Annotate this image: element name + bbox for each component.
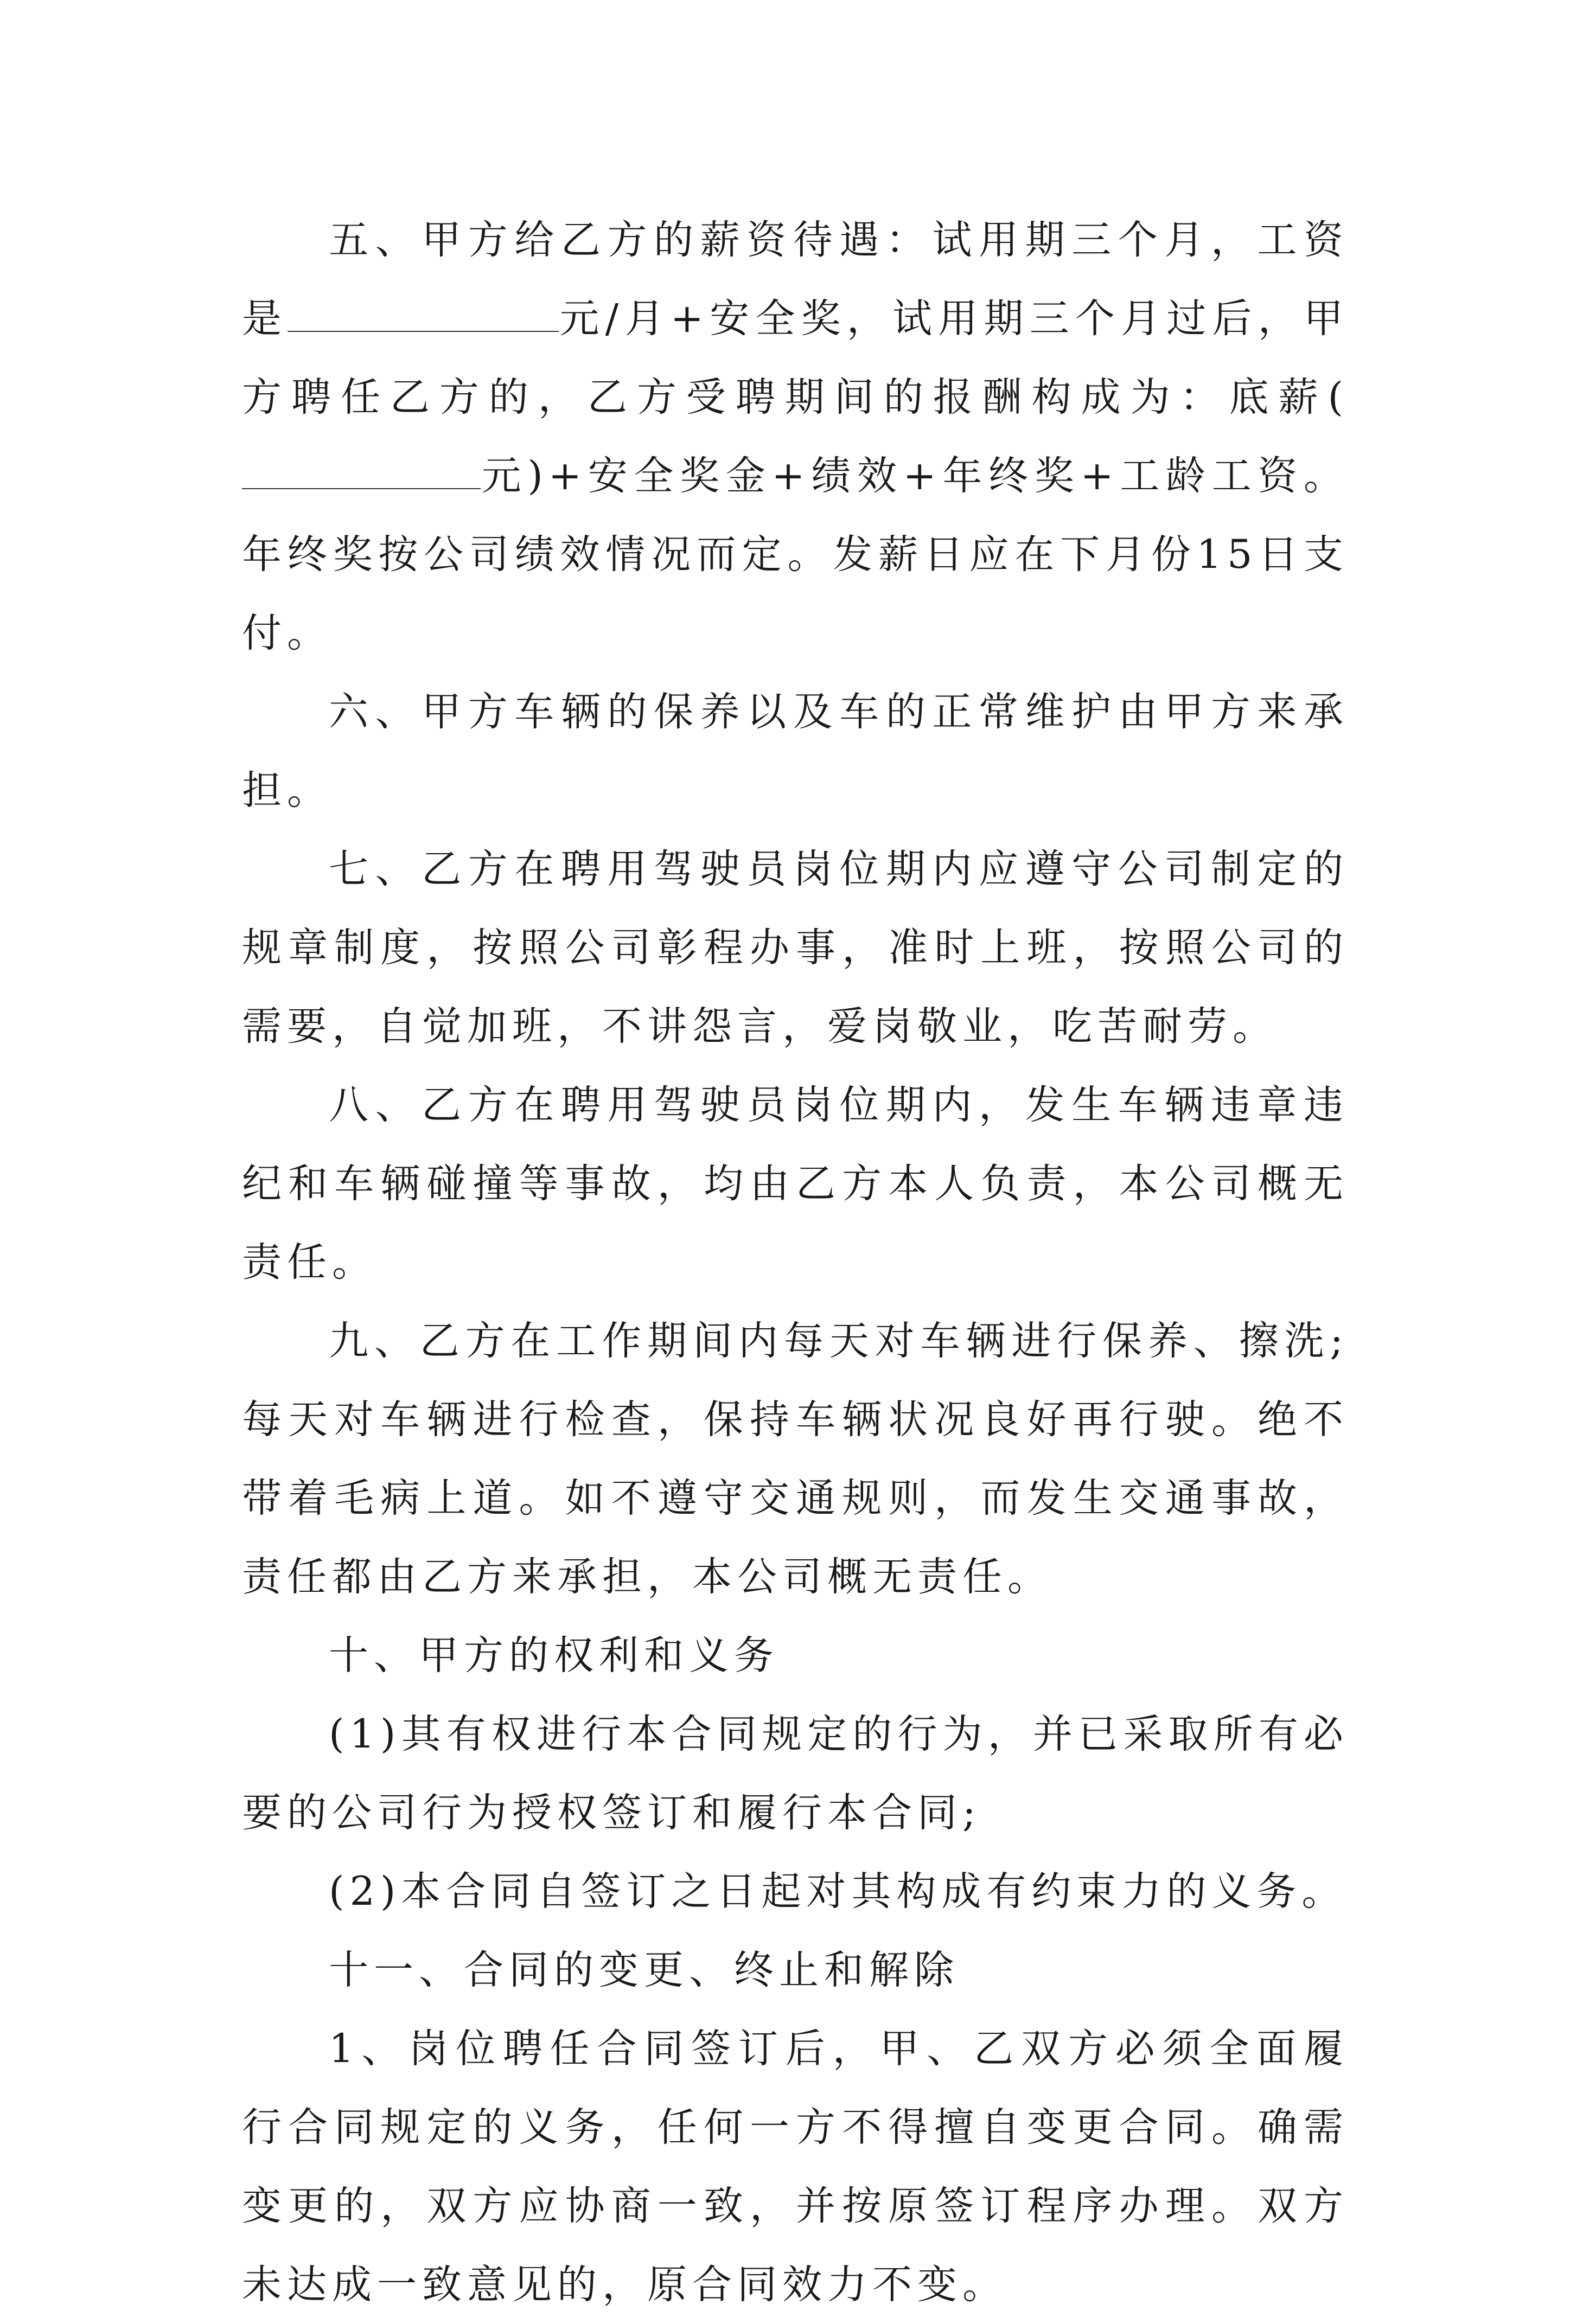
clause-8: 八、乙方在聘用驾驶员岗位期内，发生车辆违章违纪和车辆碰撞等事故，均由乙方本人负责，本公司概无责任。 — [242, 1082, 1349, 1285]
clause-5-salary — [242, 201, 1349, 673]
clause-5-part-b: 元/月+安全奖，试用期三个月过后，甲方聘任乙方的，乙方受聘期间的报酬构成为：底薪( — [242, 296, 1349, 420]
clause-7: 七、乙方在聘用驾驶员岗位期内应遵守公司制定的规章制度，按照公司彰程办事，准时上班，按照公司的需要，自觉加班，不讲怨言，爱岗敬业，吃苦耐劳。 — [242, 846, 1349, 1049]
clause-11-heading: 十一、合同的变更、终止和解除 — [329, 1947, 959, 1993]
clause-11-item-1: 1、岗位聘任合同签订后，甲、乙双方必须全面履行合同规定的义务，任何一方不得擅自变更合同。确需变更的，双方应协商一致，并按原签订程序办理。双方未达成一致意见的，原合同效力不变。 — [242, 2026, 1349, 2308]
salary-blank — [288, 287, 559, 332]
clause-10-item-2: (2)本合同自签订之日起对其构成有约束力的义务。 — [329, 1868, 1347, 1915]
document-page — [242, 201, 1349, 2324]
clause-6: 六、甲方车辆的保养以及车的正常维护由甲方来承担。 — [242, 689, 1349, 814]
clause-10-item-1: (1)其有权进行本合同规定的行为，并已采取所有必要的公司行为授权签订和履行本合同; — [242, 1711, 1349, 1836]
clause-5-part-a: 五、甲方给乙方的薪资待遇：试用期三个月，工资是 — [242, 217, 1349, 342]
clause-10-heading: 十、甲方的权利和义务 — [329, 1632, 779, 1679]
clause-9: 九、乙方在工作期间内每天对车辆进行保养、擦洗;每天对车辆进行检查，保持车辆状况良好再行驶。绝不带着毛病上道。如不遵守交通规则，而发生交通事故，责任都由乙方来承担，本公司概无责任。 — [242, 1318, 1349, 1600]
clause-5-part-c: 元)+安全奖金+绩效+年终奖+工龄工资。年终奖按公司绩效情况而定。发薪日应在下月份15日支付。 — [242, 453, 1349, 656]
base-pay-blank — [242, 445, 481, 489]
